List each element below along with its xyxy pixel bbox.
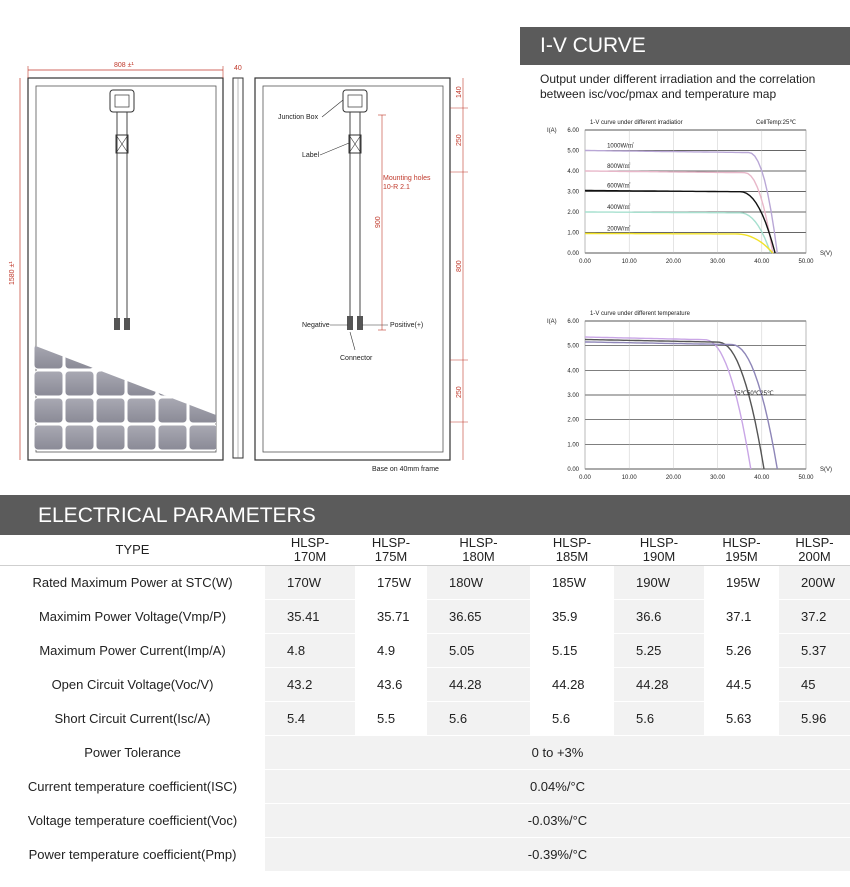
row-value: 195W [704, 566, 779, 600]
y-tick-label: 6.00 [567, 128, 579, 134]
solar-cell [96, 371, 125, 396]
row-value: 45 [779, 668, 850, 702]
solar-cell [34, 344, 63, 369]
solar-cell [96, 344, 125, 369]
table-row [0, 838, 850, 872]
x-tick-label: 30.00 [710, 259, 726, 265]
y-tick-label: 3.00 [567, 189, 579, 196]
row-value: 43.2 [265, 668, 355, 702]
y-axis-label: I(A) [547, 128, 557, 134]
depth-dimension: 40 [234, 65, 242, 72]
table-row [0, 600, 850, 634]
row-value: 5.6 [427, 702, 530, 736]
panel-front-view [9, 62, 223, 460]
solar-cell [189, 398, 218, 423]
model-suffix: 200M [798, 549, 831, 564]
solar-cell [189, 425, 218, 450]
solar-cell [65, 344, 94, 369]
row-name: Open Circuit Voltage(Voc/V) [0, 668, 265, 702]
solar-cell [96, 425, 125, 450]
row-value: 0.04%/°C [265, 770, 850, 804]
y-tick-label: 1.00 [567, 230, 579, 237]
mounting-holes-label: Mounting holes [383, 175, 431, 182]
height-dimension: 1580 ±¹ [9, 261, 16, 285]
series-label: 600W/㎡ [607, 183, 631, 190]
y-tick-label: 4.00 [567, 169, 579, 175]
model-suffix: 175M [374, 549, 408, 564]
dim-250-bottom: 250 [456, 386, 463, 398]
row-value: 4.8 [265, 634, 355, 668]
solar-cell [127, 371, 156, 396]
x-axis-label: S(V) [820, 467, 832, 473]
row-value: 185W [530, 566, 614, 600]
chart-note: CellTemp:25℃ [756, 120, 797, 126]
model-header [355, 535, 427, 566]
negative-label: Negative [302, 322, 330, 329]
y-tick-label: 0.00 [567, 467, 579, 473]
row-name: Power Tolerance [0, 736, 265, 770]
x-axis-label: S(V) [820, 251, 832, 257]
table-row [0, 804, 850, 838]
row-value: 190W [614, 566, 704, 600]
row-value: 4.9 [355, 634, 427, 668]
model-prefix: HLSP- [459, 535, 498, 550]
row-value: 5.63 [704, 702, 779, 736]
row-name: Voltage temperature coefficient(Voc) [0, 804, 265, 838]
row-value: 5.4 [265, 702, 355, 736]
solar-cell [96, 398, 125, 423]
x-tick-label: 10.00 [621, 475, 637, 481]
iv-charts [535, 115, 850, 490]
electrical-parameters-title: ELECTRICAL PARAMETERS [0, 495, 850, 535]
row-name: Maximim Power Voltage(Vmp/P) [0, 600, 265, 634]
y-tick-label: 5.00 [567, 148, 579, 155]
solar-cell [158, 371, 187, 396]
solar-cell [65, 371, 94, 396]
model-suffix: 190M [642, 549, 676, 564]
row-value: -0.03%/°C [265, 804, 850, 838]
series-label: 50℃ [747, 391, 761, 397]
model-header [779, 535, 850, 566]
row-name: Rated Maximum Power at STC(W) [0, 566, 265, 600]
table-row [0, 566, 850, 600]
row-value: 180W [427, 566, 530, 600]
iv-curve-description: Output under different irradiation and the correlation between isc/voc/pmax and temperature map [540, 72, 816, 101]
model-header [530, 535, 614, 566]
row-value: 5.5 [355, 702, 427, 736]
iv-curve-title: I-V CURVE [520, 27, 850, 65]
row-value: 5.6 [614, 702, 704, 736]
row-value: 5.37 [779, 634, 850, 668]
row-value: 44.28 [530, 668, 614, 702]
dim-250-top: 250 [456, 134, 463, 146]
x-tick-label: 0.00 [579, 475, 591, 481]
electrical-parameters-table [0, 535, 850, 872]
model-suffix: 170M [293, 549, 327, 564]
row-value: 5.25 [614, 634, 704, 668]
width-dimension: 808 ±¹ [114, 62, 134, 69]
model-header [614, 535, 704, 566]
row-value: 200W [779, 566, 850, 600]
x-tick-label: 20.00 [665, 259, 681, 265]
x-tick-label: 20.00 [665, 475, 681, 481]
iv-chart-irradiation [547, 120, 832, 265]
solar-cell [189, 371, 218, 396]
panel-drawing [0, 0, 520, 490]
solar-cell [34, 371, 63, 396]
series-label: 200W/㎡ [607, 226, 631, 233]
x-tick-label: 50.00 [798, 259, 814, 265]
solar-cell [158, 398, 187, 423]
y-tick-label: 4.00 [567, 368, 579, 375]
solar-cell [127, 344, 156, 369]
row-value: 5.15 [530, 634, 614, 668]
model-prefix: HLSP- [371, 535, 411, 550]
x-tick-label: 40.00 [754, 475, 770, 481]
table-row [0, 668, 850, 702]
row-value: 36.65 [427, 600, 530, 634]
solar-cell [189, 344, 218, 369]
row-name: Power temperature coefficient(Pmp) [0, 838, 265, 872]
series-label: 1000W/㎡ [607, 143, 634, 150]
type-header: TYPE [115, 542, 150, 557]
row-value: 5.05 [427, 634, 530, 668]
row-value: 170W [265, 566, 355, 600]
y-tick-label: 5.00 [567, 343, 579, 350]
connector-label: Connector [340, 355, 373, 362]
positive-label: Positive(+) [390, 322, 424, 329]
solar-cell [65, 425, 94, 450]
model-header [265, 535, 355, 566]
dim-800: 800 [456, 260, 463, 272]
series-label: 800W/㎡ [607, 164, 631, 170]
mounting-holes-spec: 10-R 2.1 [383, 184, 410, 191]
row-name: Short Circuit Current(Isc/A) [0, 702, 265, 736]
x-tick-label: 0.00 [579, 259, 591, 265]
y-tick-label: 6.00 [567, 319, 579, 325]
y-tick-label: 2.00 [567, 210, 579, 216]
row-value: 36.6 [614, 600, 704, 634]
x-tick-label: 50.00 [798, 475, 814, 481]
row-value: 37.1 [704, 600, 779, 634]
row-value: 5.6 [530, 702, 614, 736]
series-label: 25℃ [760, 391, 774, 397]
y-tick-label: 3.00 [567, 393, 579, 399]
row-value: 35.9 [530, 600, 614, 634]
row-value: 35.71 [355, 600, 427, 634]
x-tick-label: 30.00 [710, 475, 726, 481]
row-value: 0 to +3% [265, 736, 850, 770]
row-value: 175W [355, 566, 427, 600]
model-prefix: HLSP- [290, 535, 330, 550]
panel-rear-view [255, 78, 468, 473]
solar-cell [127, 398, 156, 423]
y-tick-label: 2.00 [567, 417, 579, 424]
model-prefix: HLSP- [722, 535, 761, 550]
model-suffix: 185M [555, 549, 589, 564]
row-value: -0.39%/°C [265, 838, 850, 872]
y-tick-label: 1.00 [567, 442, 579, 449]
label-label: Label [302, 152, 320, 159]
chart-title: 1-V curve under different temperature [590, 311, 690, 317]
model-prefix: HLSP- [552, 535, 592, 550]
row-value: 37.2 [779, 600, 850, 634]
row-name: Current temperature coefficient(ISC) [0, 770, 265, 804]
solar-cell [158, 344, 187, 369]
table-row [0, 736, 850, 770]
series-label: 400W/㎡ [607, 205, 631, 211]
table-row [0, 634, 850, 668]
junction-box-label: Junction Box [278, 114, 319, 121]
table-row [0, 702, 850, 736]
model-suffix: 180M [462, 549, 495, 564]
row-value: 5.26 [704, 634, 779, 668]
y-axis-label: I(A) [547, 319, 557, 325]
table-row [0, 770, 850, 804]
series-label: 75℃ [733, 391, 748, 397]
y-tick-label: 0.00 [567, 251, 579, 257]
x-tick-label: 40.00 [754, 259, 770, 265]
chart-title: 1-V curve under different irradiatior [590, 120, 683, 126]
row-value: 43.6 [355, 668, 427, 702]
solar-cell [127, 425, 156, 450]
row-value: 5.96 [779, 702, 850, 736]
solar-cell [158, 425, 187, 450]
solar-cell [34, 398, 63, 423]
iv-chart-temperature [547, 311, 832, 481]
x-tick-label: 10.00 [621, 259, 637, 265]
row-value: 35.41 [265, 600, 355, 634]
model-prefix: HLSP- [639, 535, 679, 550]
table-header-row [0, 535, 850, 566]
solar-cell [65, 398, 94, 423]
solar-cell [34, 425, 63, 450]
base-note: Base on 40mm frame [372, 466, 439, 473]
model-prefix: HLSP- [795, 535, 834, 550]
model-suffix: 195M [725, 549, 758, 564]
row-value: 44.5 [704, 668, 779, 702]
row-name: Maximum Power Current(Imp/A) [0, 634, 265, 668]
row-value: 44.28 [427, 668, 530, 702]
model-header [427, 535, 530, 566]
panel-side-view [233, 65, 243, 458]
dim-140: 140 [456, 86, 463, 98]
row-value: 44.28 [614, 668, 704, 702]
model-header [704, 535, 779, 566]
dim-900: 900 [375, 216, 382, 228]
